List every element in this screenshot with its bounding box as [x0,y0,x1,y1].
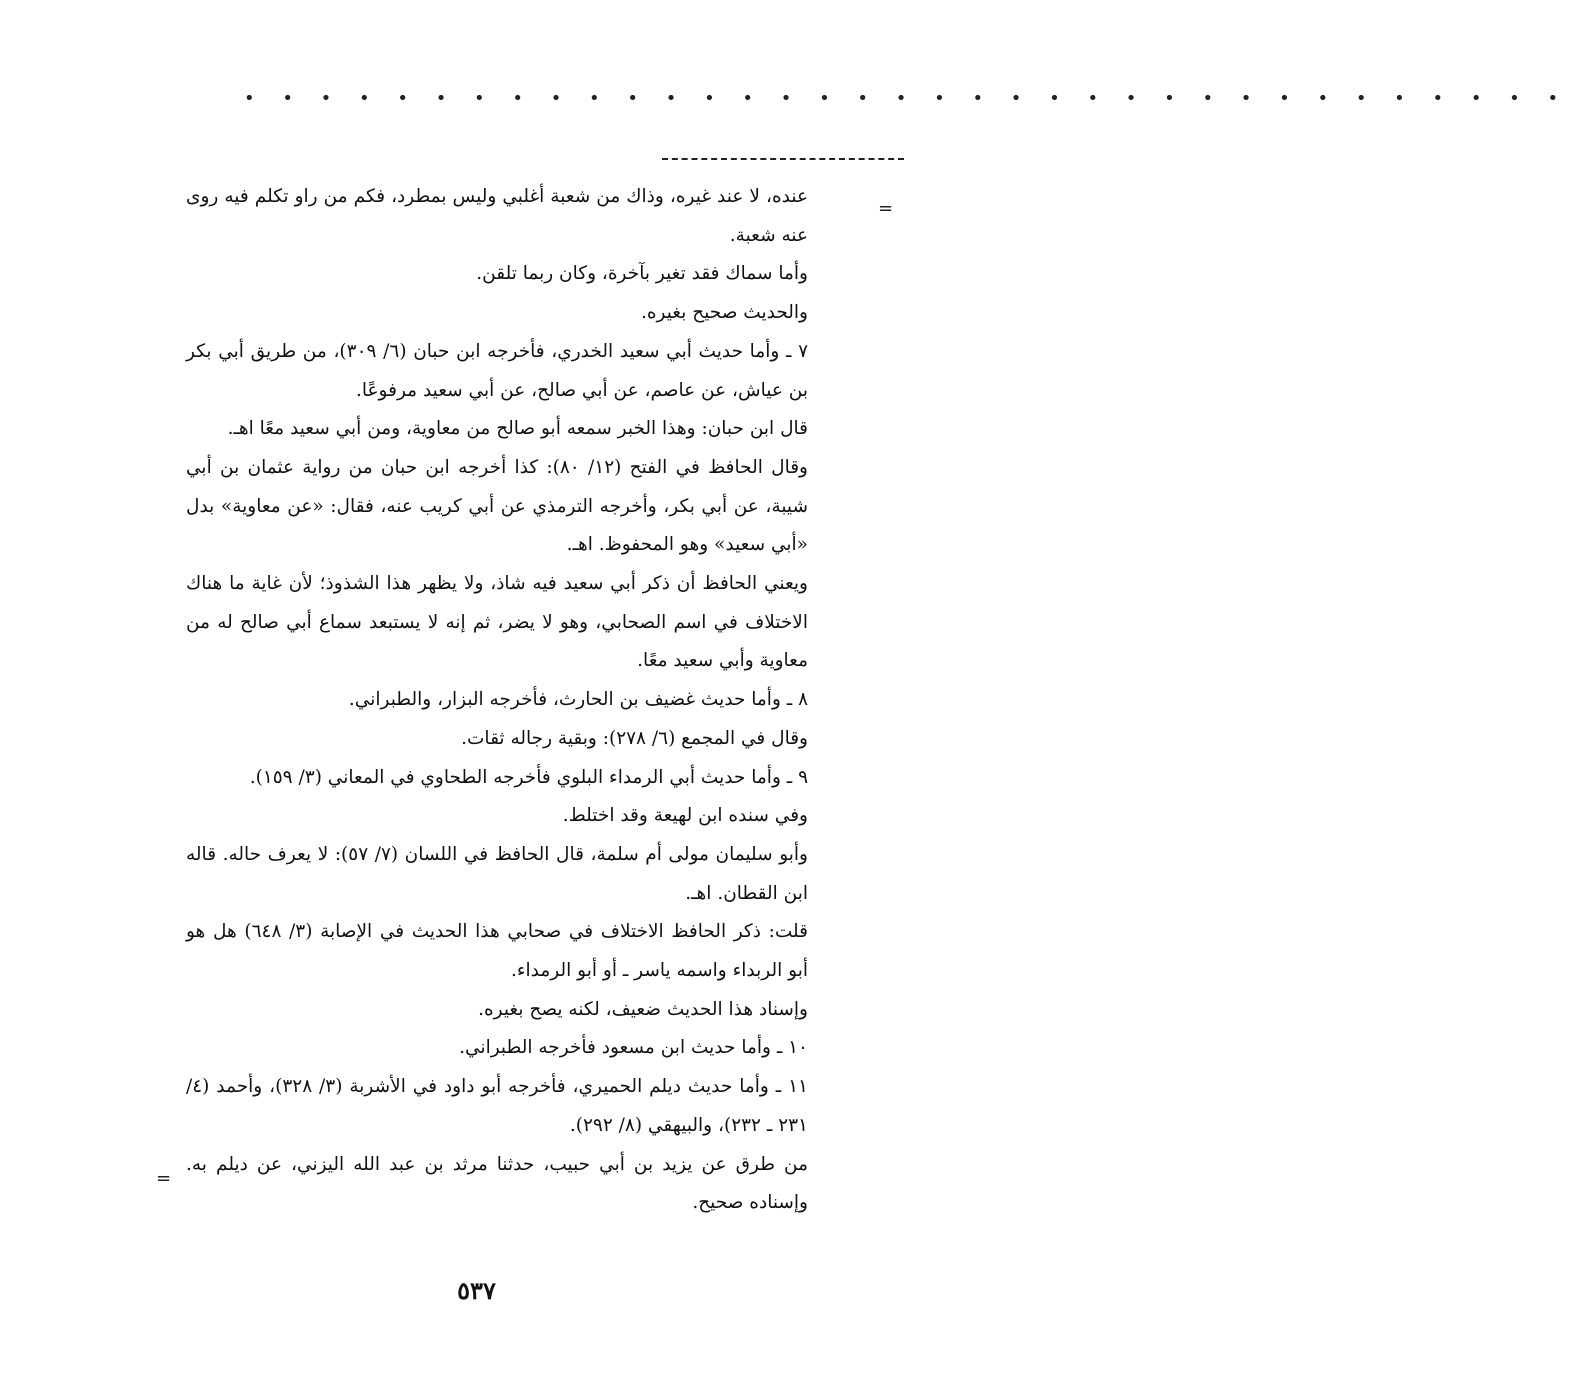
paragraph: ١٠ ـ وأما حديث ابن مسعود فأخرجه الطبراني. [459,1037,808,1059]
paragraph: وإسناد هذا الحديث ضعيف، لكنه يصح بغيره. [478,998,808,1020]
page-number: ٥٣٧ [457,1276,496,1305]
paragraph: ٩ ـ وأما حديث أبي الرمداء البلوي فأخرجه الطحاوي في المعاني (٣/ ١٥٩). [249,766,808,788]
paragraph: قلت: ذكر الحافظ الاختلاف في صحابي هذا الحديث في الإصابة (٣/ ٦٤٨) هل هو أبو الربداء واسمه ياسر ـ أو أبو الرمداء. [186,921,808,982]
footnote-body [186,178,808,1223]
paragraph: عنده، لا عند غيره، وذاك من شعبة أغلبي وليس بمطرد، فكم من راو تكلم فيه روى عنه شعبة. [186,186,808,246]
paragraph: ٧ ـ وأما حديث أبي سعيد الخدري، فأخرجه ابن حبان (٦/ ٣٠٩)، من طريق أبي بكر بن عياش، عن عاصم، عن أبي صالح، عن أبي سعيد مرفوعًا. [186,340,808,401]
paragraph: ١١ ـ وأما حديث ديلم الحميري، فأخرجه أبو داود في الأشربة (٣/ ٣٢٨)، وأحمد (٤/ ٢٣١ ـ ٢٣٢)، والبيهقي (٨/ ٢٩٢). [186,1076,808,1136]
paragraph: وأبو سليمان مولى أم سلمة، قال الحافظ في اللسان (٧/ ٥٧): لا يعرف حاله. قاله ابن القطان. اهـ. [186,843,808,904]
paragraph: وقال في المجمع (٦/ ٢٧٨): وبقية رجاله ثقات. [461,727,808,749]
dot-leader: • • • • • • • • • • • • • • • • • • • • • • • • • • • • • • • • • • • [244,88,1569,109]
footnote-separator [662,158,904,160]
continuation-mark-top: = [878,198,894,219]
continuation-mark-bottom: = [156,1168,172,1189]
paragraph: قال ابن حبان: وهذا الخبر سمعه أبو صالح من معاوية، ومن أبي سعيد معًا اهـ. [227,418,808,440]
paragraph: والحديث صحيح بغيره. [640,302,808,324]
paragraph: وفي سنده ابن لهيعة وقد اختلط. [562,805,808,827]
paragraph: ٨ ـ وأما حديث غضيف بن الحارث، فأخرجه البزار، والطبراني. [348,689,808,711]
paragraph: ويعني الحافظ أن ذكر أبي سعيد فيه شاذ، ولا يظهر هذا الشذوذ؛ لأن غاية ما هناك الاختلاف في اسم الصحابي، وهو لا يضر، ثم إنه لا يستبعد سماع أبي صالح له من معاوية وأبي سعيد معًا. [186,573,808,672]
paragraph: وقال الحافظ في الفتح (١٢/ ٨٠): كذا أخرجه ابن حبان من رواية عثمان بن أبي شيبة، عن أبي بكر، وأخرجه الترمذي عن أبي كريب عنه، فقال: «عن معاوية» بدل «أبي سعيد» وهو المحفوظ. اهـ. [186,456,808,556]
paragraph: وأما سماك فقد تغير بآخرة، وكان ربما تلقن. [476,263,808,285]
paragraph: من طرق عن يزيد بن أبي حبيب، حدثنا مرثد بن عبد الله اليزني، عن ديلم به. وإسناده صحيح. [186,1153,808,1214]
